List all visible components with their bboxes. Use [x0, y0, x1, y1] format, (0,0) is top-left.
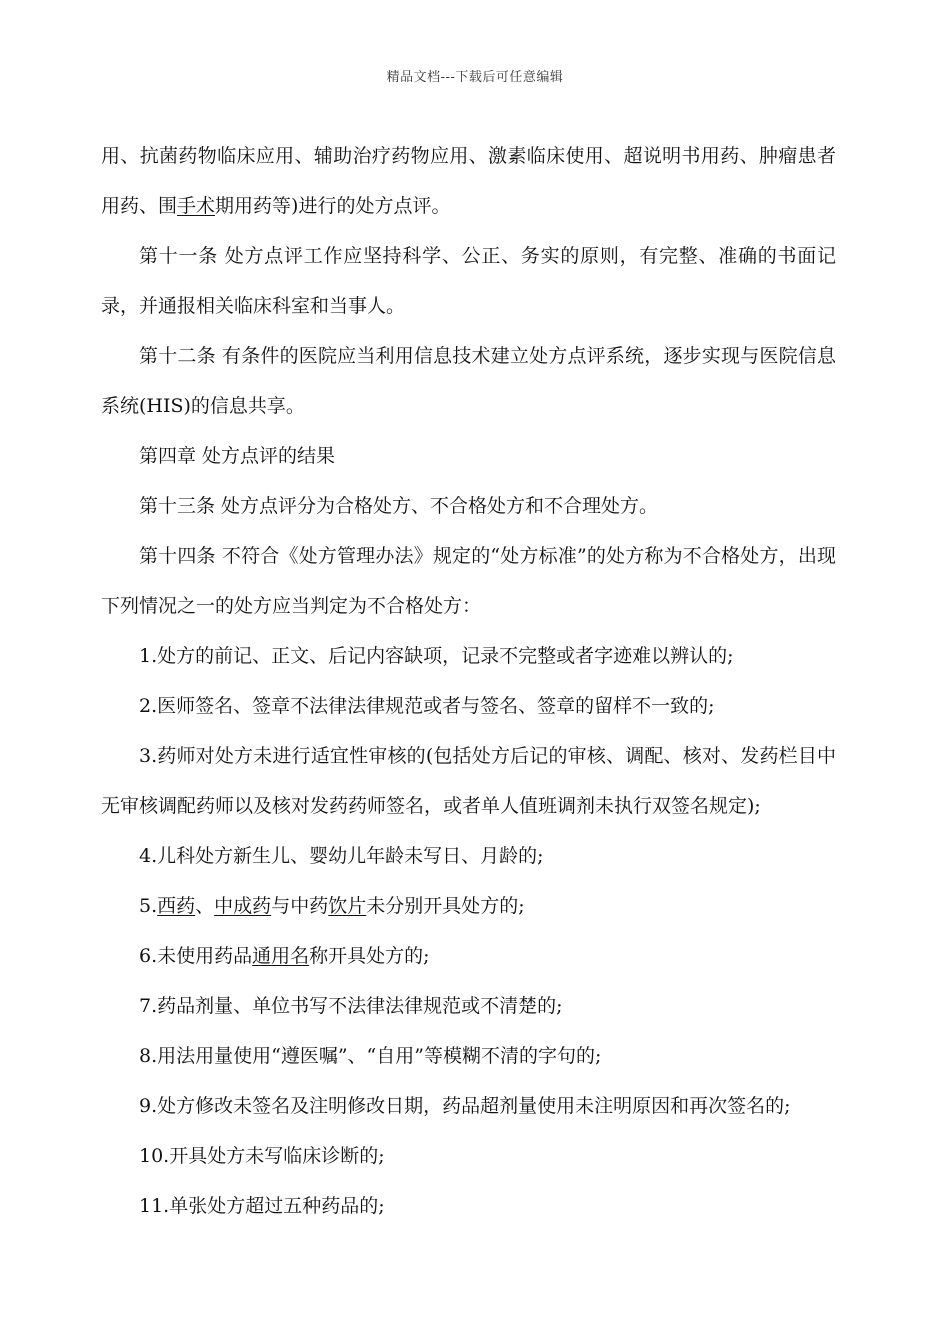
text-run: 第十四条 不符合《处方管理办法》规定的“处方标准”的处方称为不合格处方，出现下列情况之一的处方应当判定为不合格处方： [101, 545, 836, 617]
text-run: 用、抗菌药物临床应用、辅助治疗药物应用、激素临床使用、超说明书用药、肿瘤患者用药、围 [101, 145, 836, 217]
text-run: 3.药师对处方未进行适宜性审核的(包括处方后记的审核、调配、核对、发药栏目中无审核调配药师以及核对发药药师签名，或者单人值班调剂未执行双签名规定); [101, 745, 836, 817]
underlined-term: 西药 [157, 895, 196, 917]
paragraph [101, 1181, 836, 1231]
text-run: 第十一条 处方点评工作应坚持科学、公正、务实的原则，有完整、准确的书面记录，并通报相关临床科室和当事人。 [101, 245, 836, 317]
text-run: 11.单张处方超过五种药品的; [139, 1195, 385, 1217]
paragraph [101, 1031, 836, 1081]
paragraph [101, 681, 836, 731]
paragraph [101, 331, 836, 431]
paragraph [101, 981, 836, 1031]
text-run: 10.开具处方未写临床诊断的; [139, 1145, 385, 1167]
paragraph [101, 931, 836, 981]
text-run: 、 [195, 895, 215, 917]
text-run: 称开具处方的; [309, 945, 430, 967]
paragraph [101, 481, 836, 531]
document-body [101, 131, 836, 1231]
page-header: 精品文档---下载后可任意编辑 [386, 70, 564, 85]
text-run: 期用药等)进行的处方点评。 [215, 195, 451, 217]
underlined-term: 中成药 [214, 895, 272, 917]
text-run: 5. [139, 895, 158, 917]
paragraph [101, 531, 836, 631]
text-run: 未分别开具处方的; [366, 895, 525, 917]
underlined-term: 饮片 [328, 895, 367, 917]
text-run: 8.用法用量使用“遵医嘱”、“自用”等模糊不清的字句的; [139, 1045, 602, 1067]
text-run: 6.未使用药品 [139, 945, 253, 967]
paragraph [101, 631, 836, 681]
paragraph [101, 831, 836, 881]
text-run: 7.药品剂量、单位书写不法律法律规范或不清楚的; [139, 995, 563, 1017]
paragraph [101, 1131, 836, 1181]
paragraph [101, 731, 836, 831]
text-run: 9.处方修改未签名及注明修改日期，药品超剂量使用未注明原因和再次签名的; [139, 1095, 791, 1117]
text-run: 2.医师签名、签章不法律法律规范或者与签名、签章的留样不一致的; [139, 695, 715, 717]
text-run: 1.处方的前记、正文、后记内容缺项，记录不完整或者字迹难以辨认的; [139, 645, 734, 667]
text-run: 第四章 处方点评的结果 [139, 445, 336, 467]
text-run: 4.儿科处方新生儿、婴幼儿年龄未写日、月龄的; [139, 845, 544, 867]
underlined-term: 手术 [177, 195, 216, 217]
paragraph [101, 1081, 836, 1131]
text-run: 第十三条 处方点评分为合格处方、不合格处方和不合理处方。 [139, 495, 659, 517]
paragraph [101, 231, 836, 331]
paragraph [101, 431, 836, 481]
paragraph [101, 131, 836, 231]
text-run: 与中药 [271, 895, 329, 917]
underlined-term: 通用名 [252, 945, 310, 967]
paragraph [101, 881, 836, 931]
text-run: 第十二条 有条件的医院应当利用信息技术建立处方点评系统，逐步实现与医院信息系统(HIS)的信息共享。 [101, 345, 836, 417]
